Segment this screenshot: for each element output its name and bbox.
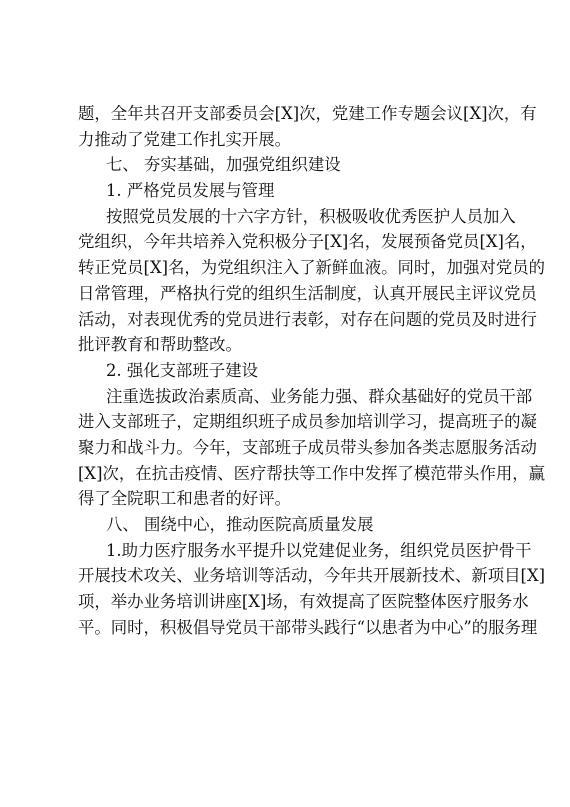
paragraph-line: 批评教育和帮助整改。 <box>78 335 242 355</box>
paragraph-line: 活动，对表现优秀的党员进行表彰，对存在问题的党员及时进行 <box>78 309 537 329</box>
paragraph-line: 1.助力医疗服务水平提升以党建促业务，组织党员医护骨干 <box>106 540 532 560</box>
paragraph-line: 日常管理，严格执行党的组织生活制度，认真开展民主评议党员 <box>78 283 537 303</box>
subheading-party-member-development: 1. 严格党员发展与管理 <box>106 181 275 201</box>
document-body <box>78 101 546 640</box>
paragraph-line: 题，全年共召开支部委员会[X]次，党建工作专题会议[X]次，有 <box>78 104 537 123</box>
paragraph-line: 注重选拔政治素质高、业务能力强、群众基础好的党员干部 <box>106 386 533 406</box>
paragraph-line: 按照党员发展的十六字方针，积极吸收优秀医护人员加入 <box>106 206 516 226</box>
paragraph-line: 聚力和战斗力。今年，支部班子成员带头参加各类志愿服务活动 <box>78 437 537 457</box>
paragraph-line: 平。同时，积极倡导党员干部带头践行“以患者为中心”的服务理 <box>78 617 538 637</box>
paragraph-line: 得了全院职工和患者的好评。 <box>78 489 292 509</box>
paragraph-line: 项，举办业务培训讲座[X]场，有效提高了医院整体医疗服务水 <box>78 592 529 612</box>
paragraph-line: 转正党员[X]名，为党组织注入了新鲜血液。同时，加强对党员的 <box>78 258 546 278</box>
paragraph-line: [X]次，在抗击疫情、医疗帮扶等工作中发挥了模范带头作用，赢 <box>78 463 546 483</box>
paragraph-line: 力推动了党建工作扎实开展。 <box>78 129 292 149</box>
paragraph-line: 进入支部班子，定期组织班子成员参加培训学习，提高班子的凝 <box>78 412 537 432</box>
section-heading-8: 八、 围绕中心，推动医院高质量发展 <box>106 515 374 534</box>
subheading-branch-team-building: 2. 强化支部班子建设 <box>106 360 258 380</box>
section-heading-7: 七、 夯实基础，加强党组织建设 <box>106 155 341 175</box>
paragraph-line: 党组织，今年共培养入党积极分子[X]名，发展预备党员[X]名， <box>78 232 537 252</box>
paragraph-line: 开展技术攻关、业务培训等活动，今年共开展新技术、新项目[X] <box>78 566 546 586</box>
